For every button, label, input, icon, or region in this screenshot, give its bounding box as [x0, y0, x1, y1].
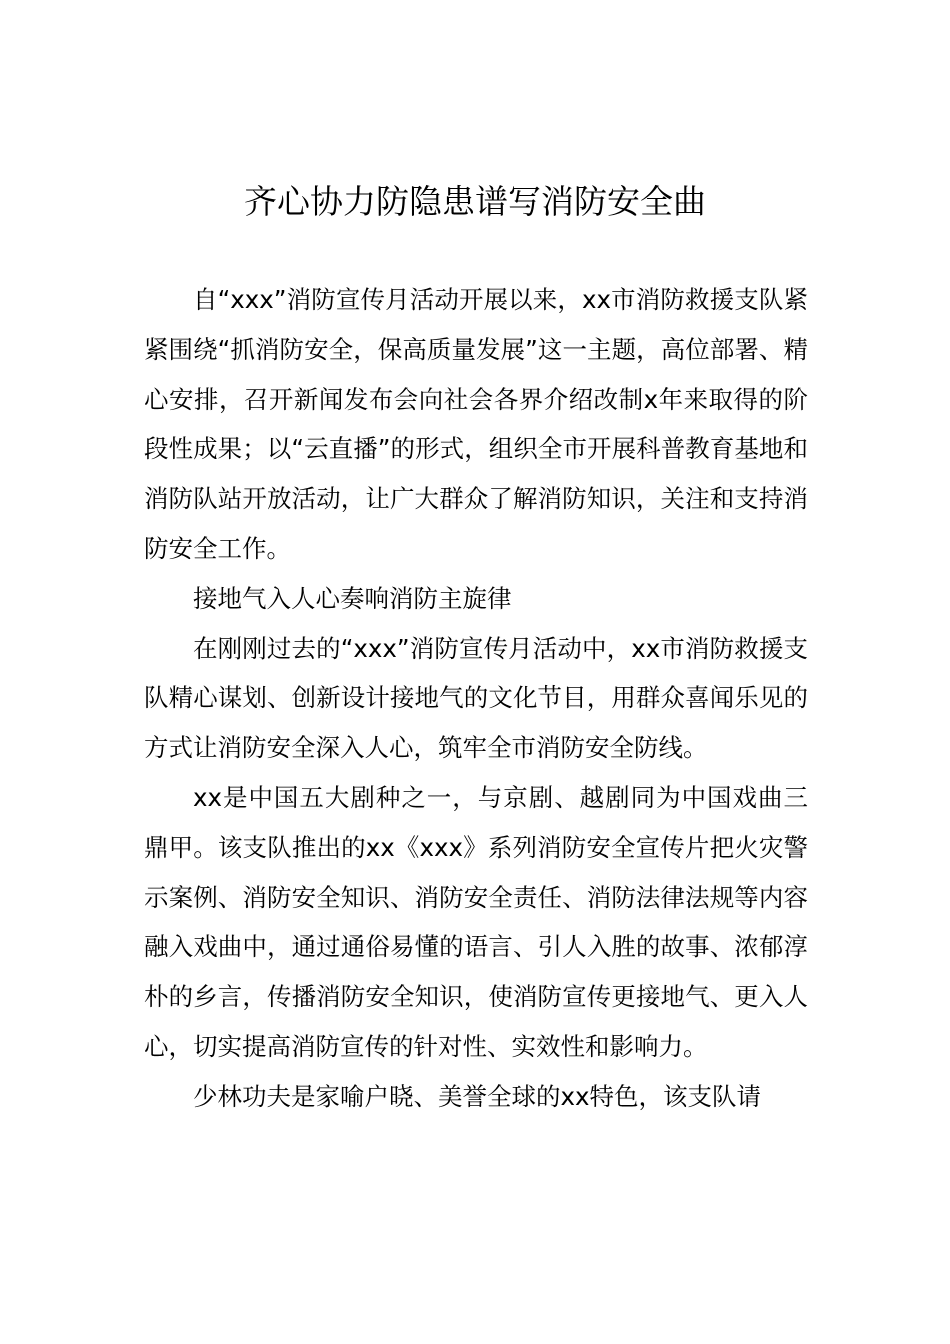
paragraph-culture-programs: 在刚刚过去的“xxx”消防宣传月活动中，xx市消防救援支队精心谋划、创新设计接地气的文化节目，用群众喜闻乐见的方式让消防安全深入人心，筑牢全市消防安全防线。	[144, 633, 808, 763]
paragraph-intro: 自“xxx”消防宣传月活动开展以来，xx市消防救援支队紧紧围绕“抓消防安全，保高质量发展”这一主题，高位部署、精心安排，召开新闻发布会向社会各界介绍改制x年来取得的阶段性成果；以“云直播”的形式，组织全市开展科普教育基地和消防队站开放活动，让广大群众了解消防知识，关注和支持消防安全工作。	[144, 285, 808, 563]
document-body	[144, 275, 808, 1122]
document-title: 齐心协力防隐患谱写消防安全曲	[244, 182, 706, 221]
paragraph-kungfu: 少林功夫是家喻户晓、美誉全球的xx特色，该支队请	[193, 1081, 761, 1111]
paragraph-opera: xx是中国五大剧种之一，与京剧、越剧同为中国戏曲三鼎甲。该支队推出的xx《xxx》系列消防安全宣传片把火灾警示案例、消防安全知识、消防安全责任、消防法律法规等内容融入戏曲中，通过通俗易懂的语言、引人入胜的故事、浓郁淳朴的乡言，传播消防安全知识，使消防宣传更接地气、更入人心，切实提高消防宣传的针对性、实效性和影响力。	[144, 782, 808, 1061]
section-heading: 接地气入人心奏响消防主旋律	[193, 583, 512, 613]
